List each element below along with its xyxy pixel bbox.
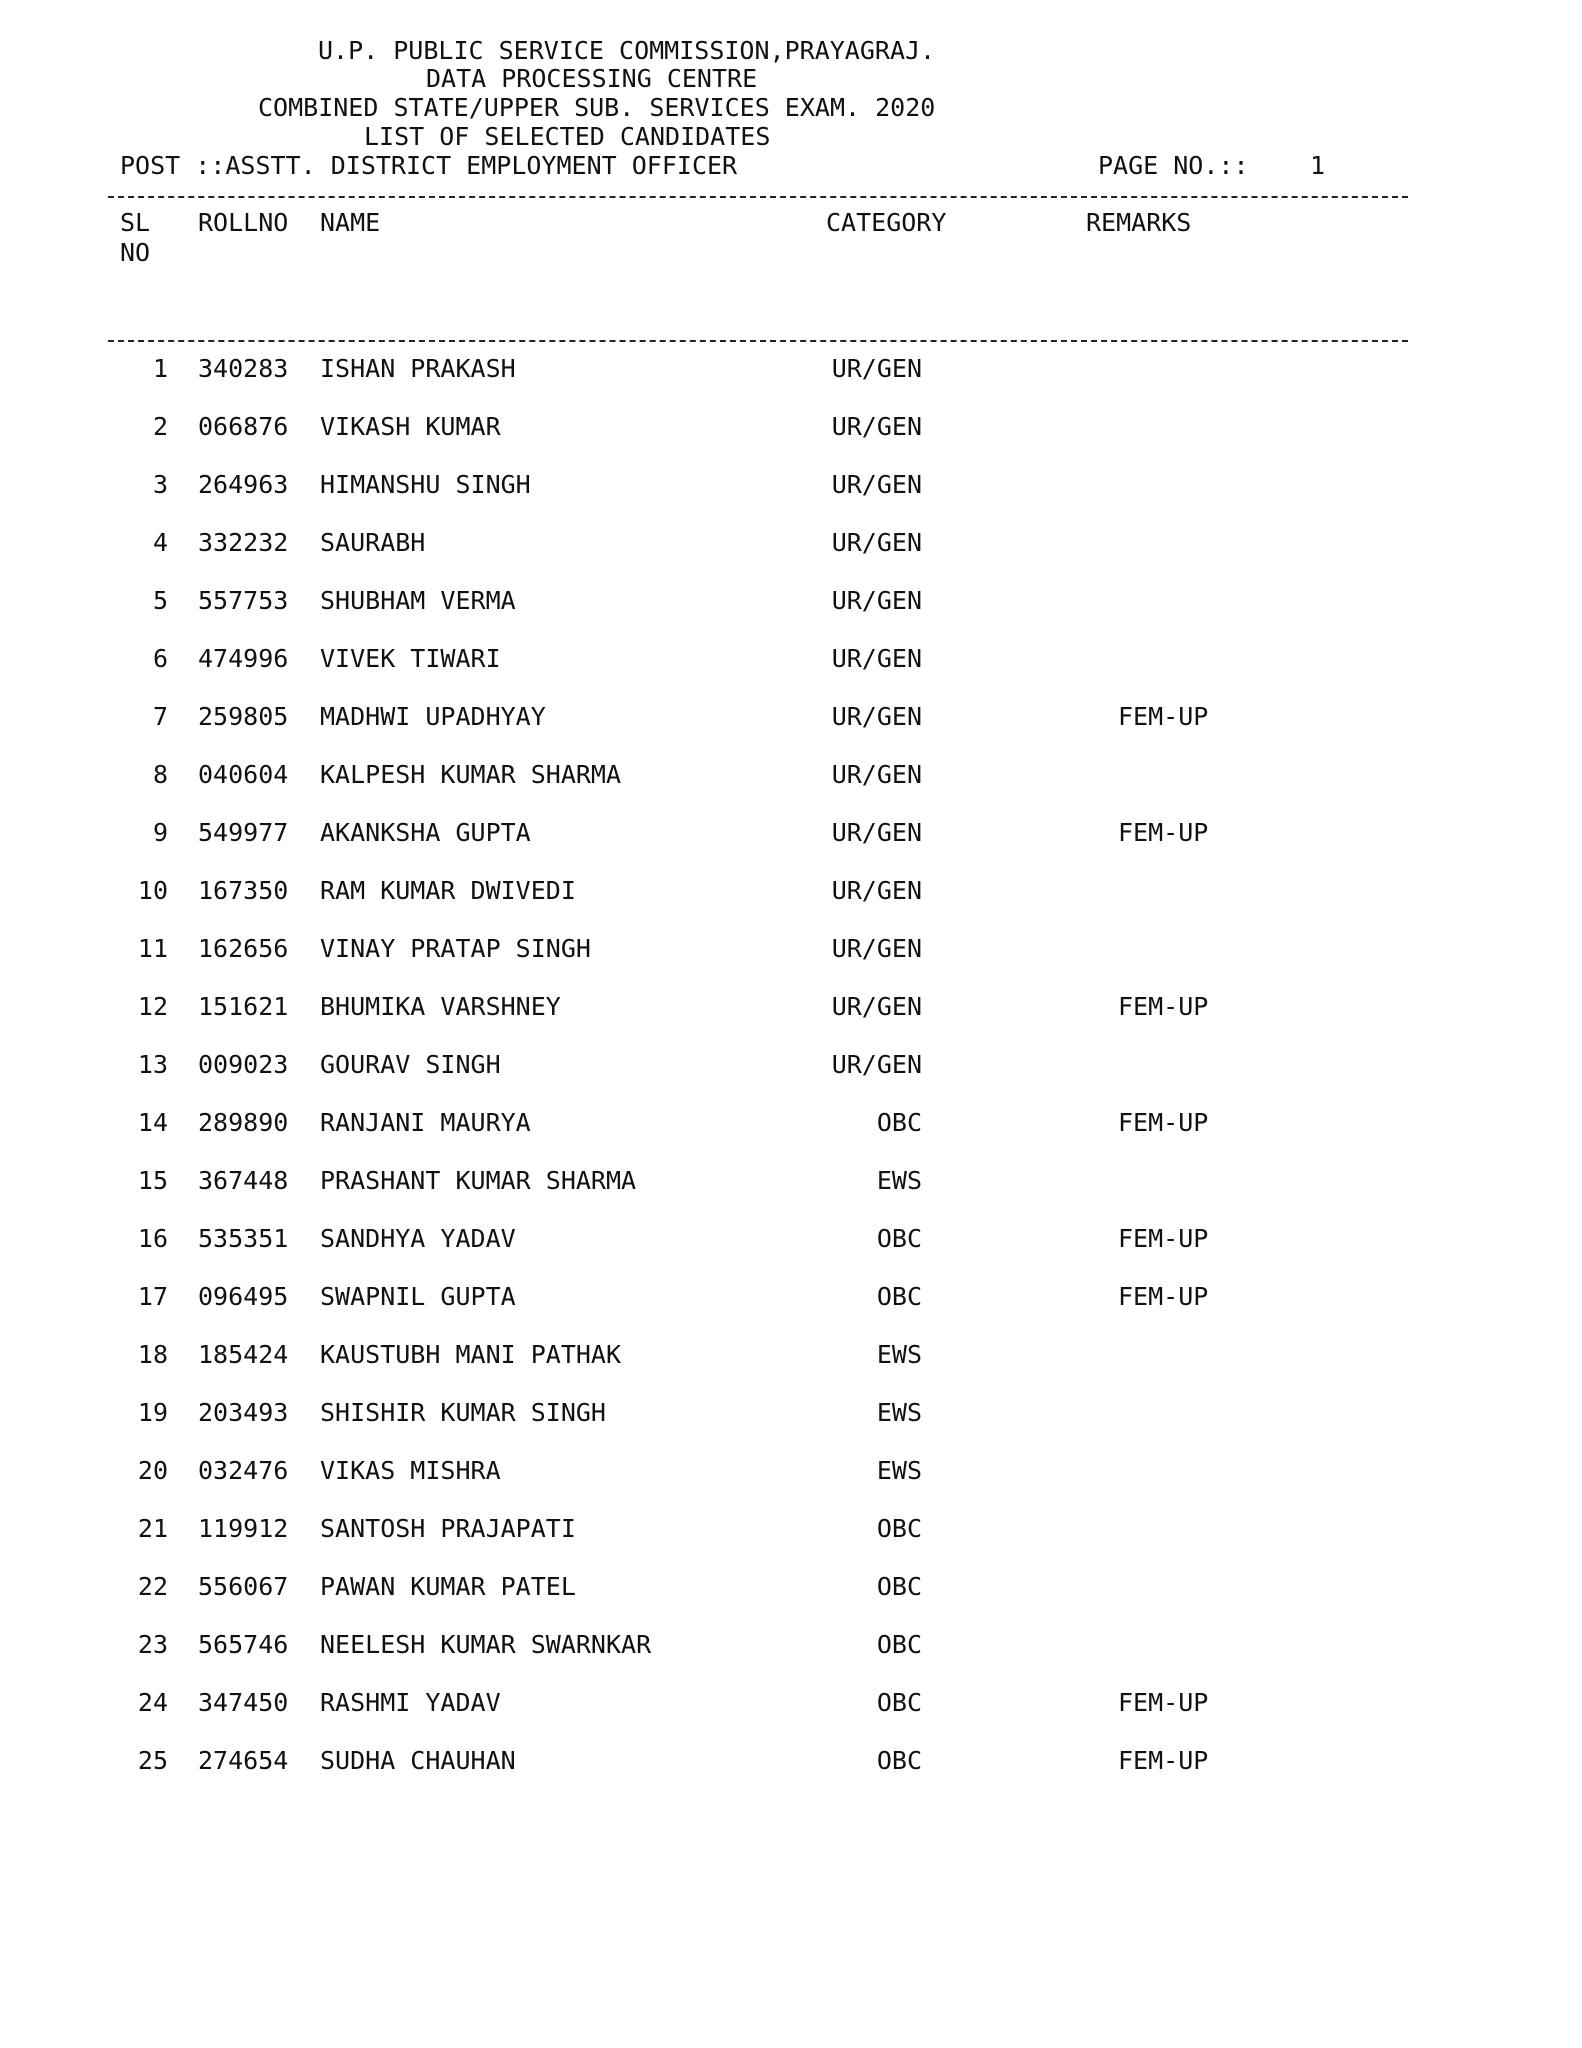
row-category: EWS — [876, 1456, 922, 1485]
row-category: UR/GEN — [831, 470, 922, 499]
header-divider-bottom — [108, 340, 1408, 342]
table-row — [0, 1688, 1582, 1746]
row-sl: 3 — [152, 470, 168, 499]
row-category: UR/GEN — [831, 934, 922, 963]
table-row — [0, 1108, 1582, 1166]
row-rollno: 185424 — [198, 1340, 289, 1369]
row-sl: 24 — [137, 1688, 168, 1717]
row-sl: 8 — [152, 760, 168, 789]
row-category: EWS — [876, 1398, 922, 1427]
row-sl: 18 — [137, 1340, 168, 1369]
row-name: SHISHIR KUMAR SINGH — [320, 1398, 606, 1427]
row-rollno: 009023 — [198, 1050, 289, 1079]
row-rollno: 332232 — [198, 528, 289, 557]
table-row — [0, 1166, 1582, 1224]
row-category: OBC — [876, 1746, 922, 1775]
row-rollno: 347450 — [198, 1688, 289, 1717]
row-sl: 12 — [137, 992, 168, 1021]
row-category: OBC — [876, 1630, 922, 1659]
row-name: MADHWI UPADHYAY — [320, 702, 546, 731]
row-sl: 2 — [152, 412, 168, 441]
row-category: EWS — [876, 1166, 922, 1195]
table-row — [0, 818, 1582, 876]
row-sl: 22 — [137, 1572, 168, 1601]
row-category: OBC — [876, 1572, 922, 1601]
row-rollno: 162656 — [198, 934, 289, 963]
row-name: RASHMI YADAV — [320, 1688, 501, 1717]
row-name: KALPESH KUMAR SHARMA — [320, 760, 622, 789]
table-row — [0, 412, 1582, 470]
row-category: UR/GEN — [831, 992, 922, 1021]
row-category: UR/GEN — [831, 354, 922, 383]
row-name: VINAY PRATAP SINGH — [320, 934, 591, 963]
row-sl: 21 — [137, 1514, 168, 1543]
row-name: VIKASH KUMAR — [320, 412, 501, 441]
row-name: VIKAS MISHRA — [320, 1456, 501, 1485]
row-rollno: 549977 — [198, 818, 289, 847]
row-name: PAWAN KUMAR PATEL — [320, 1572, 576, 1601]
row-name: HIMANSHU SINGH — [320, 470, 531, 499]
row-category: UR/GEN — [831, 876, 922, 905]
row-sl: 11 — [137, 934, 168, 963]
row-sl: 14 — [137, 1108, 168, 1137]
row-name: GOURAV SINGH — [320, 1050, 501, 1079]
row-remarks: FEM-UP — [1118, 1688, 1209, 1717]
row-rollno: 340283 — [198, 354, 289, 383]
row-rollno: 151621 — [198, 992, 289, 1021]
row-rollno: 096495 — [198, 1282, 289, 1311]
row-rollno: 535351 — [198, 1224, 289, 1253]
row-sl: 20 — [137, 1456, 168, 1485]
table-row — [0, 1572, 1582, 1630]
table-row — [0, 1282, 1582, 1340]
row-rollno: 066876 — [198, 412, 289, 441]
header-centre: DATA PROCESSING CENTRE — [426, 64, 758, 93]
row-name: SHUBHAM VERMA — [320, 586, 516, 615]
row-category: UR/GEN — [831, 644, 922, 673]
column-header-sl: SL — [120, 208, 151, 237]
table-row — [0, 1224, 1582, 1282]
row-sl: 15 — [137, 1166, 168, 1195]
row-name: RAM KUMAR DWIVEDI — [320, 876, 576, 905]
row-name: ISHAN PRAKASH — [320, 354, 516, 383]
row-rollno: 259805 — [198, 702, 289, 731]
row-name: SWAPNIL GUPTA — [320, 1282, 516, 1311]
row-category: OBC — [876, 1282, 922, 1311]
page-number-label: PAGE NO.:: — [1098, 151, 1249, 180]
row-rollno: 565746 — [198, 1630, 289, 1659]
table-row — [0, 1050, 1582, 1108]
row-name: BHUMIKA VARSHNEY — [320, 992, 561, 1021]
row-sl: 19 — [137, 1398, 168, 1427]
table-row — [0, 1630, 1582, 1688]
row-rollno: 289890 — [198, 1108, 289, 1137]
column-header-name: NAME — [320, 208, 381, 237]
row-category: OBC — [876, 1688, 922, 1717]
row-sl: 23 — [137, 1630, 168, 1659]
row-name: NEELESH KUMAR SWARNKAR — [320, 1630, 652, 1659]
row-remarks: FEM-UP — [1118, 818, 1209, 847]
header-exam: COMBINED STATE/UPPER SUB. SERVICES EXAM. 2020 — [258, 93, 936, 122]
row-name: VIVEK TIWARI — [320, 644, 501, 673]
row-category: UR/GEN — [831, 586, 922, 615]
row-rollno: 367448 — [198, 1166, 289, 1195]
table-row — [0, 528, 1582, 586]
row-sl: 6 — [152, 644, 168, 673]
table-row — [0, 934, 1582, 992]
table-row — [0, 586, 1582, 644]
row-category: UR/GEN — [831, 760, 922, 789]
table-row — [0, 760, 1582, 818]
row-remarks: FEM-UP — [1118, 992, 1209, 1021]
row-category: UR/GEN — [831, 1050, 922, 1079]
column-header-sl-no: NO — [120, 238, 151, 267]
row-rollno: 040604 — [198, 760, 289, 789]
row-rollno: 557753 — [198, 586, 289, 615]
row-rollno: 032476 — [198, 1456, 289, 1485]
table-row — [0, 1456, 1582, 1514]
row-remarks: FEM-UP — [1118, 1108, 1209, 1137]
row-remarks: FEM-UP — [1118, 1282, 1209, 1311]
row-category: EWS — [876, 1340, 922, 1369]
row-rollno: 474996 — [198, 644, 289, 673]
page-title: LIST OF SELECTED CANDIDATES — [364, 122, 771, 151]
column-header-rollno: ROLLNO — [198, 208, 289, 237]
row-sl: 4 — [152, 528, 168, 557]
row-sl: 1 — [152, 354, 168, 383]
row-name: SANTOSH PRAJAPATI — [320, 1514, 576, 1543]
row-rollno: 167350 — [198, 876, 289, 905]
table-row — [0, 1340, 1582, 1398]
column-header-category: CATEGORY — [826, 208, 947, 237]
row-sl: 7 — [152, 702, 168, 731]
row-remarks: FEM-UP — [1118, 702, 1209, 731]
row-rollno: 274654 — [198, 1746, 289, 1775]
row-category: UR/GEN — [831, 818, 922, 847]
row-name: PRASHANT KUMAR SHARMA — [320, 1166, 637, 1195]
row-category: UR/GEN — [831, 528, 922, 557]
row-name: AKANKSHA GUPTA — [320, 818, 531, 847]
row-rollno: 556067 — [198, 1572, 289, 1601]
row-name: KAUSTUBH MANI PATHAK — [320, 1340, 622, 1369]
row-sl: 17 — [137, 1282, 168, 1311]
table-row — [0, 876, 1582, 934]
row-sl: 25 — [137, 1746, 168, 1775]
row-sl: 5 — [152, 586, 168, 615]
header-commission: U.P. PUBLIC SERVICE COMMISSION,PRAYAGRAJ. — [318, 36, 936, 65]
table-row — [0, 1746, 1582, 1804]
row-name: SAURABH — [320, 528, 426, 557]
page-number: 1 — [1310, 151, 1326, 180]
row-sl: 13 — [137, 1050, 168, 1079]
post-label: POST ::ASSTT. DISTRICT EMPLOYMENT OFFICER — [120, 151, 738, 180]
row-remarks: FEM-UP — [1118, 1746, 1209, 1775]
row-category: OBC — [876, 1514, 922, 1543]
row-rollno: 119912 — [198, 1514, 289, 1543]
row-sl: 16 — [137, 1224, 168, 1253]
row-name: SUDHA CHAUHAN — [320, 1746, 516, 1775]
table-row — [0, 992, 1582, 1050]
row-name: RANJANI MAURYA — [320, 1108, 531, 1137]
row-sl: 10 — [137, 876, 168, 905]
table-row — [0, 644, 1582, 702]
row-rollno: 203493 — [198, 1398, 289, 1427]
row-sl: 9 — [152, 818, 168, 847]
table-row — [0, 470, 1582, 528]
table-row — [0, 1514, 1582, 1572]
table-row — [0, 1398, 1582, 1456]
row-category: UR/GEN — [831, 702, 922, 731]
table-row — [0, 354, 1582, 412]
row-name: SANDHYA YADAV — [320, 1224, 516, 1253]
row-category: OBC — [876, 1224, 922, 1253]
row-remarks: FEM-UP — [1118, 1224, 1209, 1253]
row-rollno: 264963 — [198, 470, 289, 499]
row-category: UR/GEN — [831, 412, 922, 441]
table-row — [0, 702, 1582, 760]
row-category: OBC — [876, 1108, 922, 1137]
header-divider-top — [108, 196, 1408, 198]
column-header-remarks: REMARKS — [1086, 208, 1192, 237]
